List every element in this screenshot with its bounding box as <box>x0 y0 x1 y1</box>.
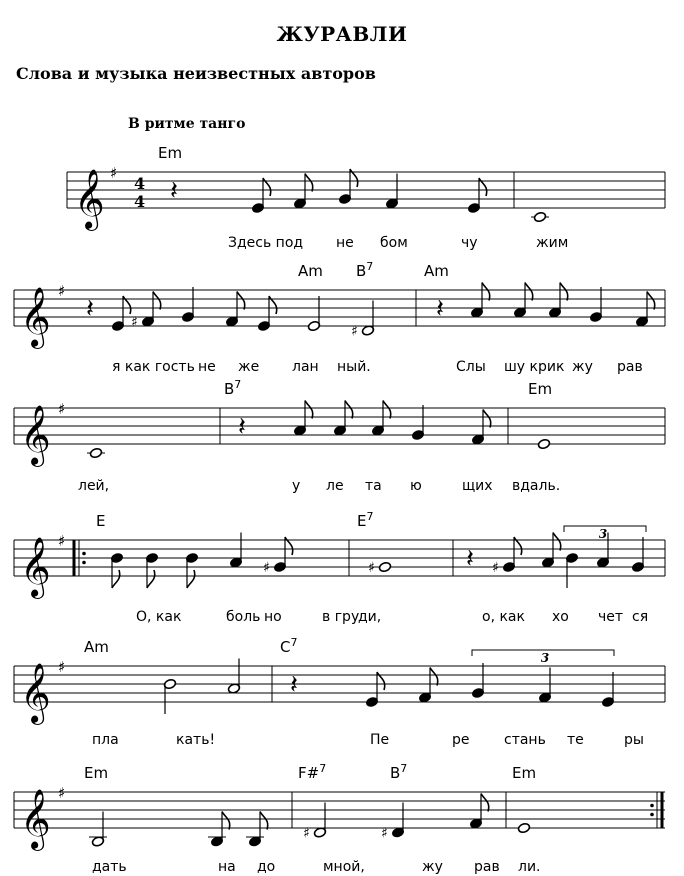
key-signature-sharp-icon: ♯ <box>58 532 66 550</box>
note-flag <box>481 794 489 812</box>
song-title: ЖУРАВЛИ <box>276 22 408 46</box>
lyric-syllable: лан <box>292 359 319 375</box>
lyric-syllable: чет <box>598 609 624 625</box>
sharp-accidental-icon: ♯ <box>263 560 270 576</box>
note-flag <box>260 812 268 830</box>
sharp-accidental-icon: ♯ <box>131 314 138 331</box>
lyric-syllable: кать! <box>176 732 216 748</box>
quarter-rest-icon: 𝄽 <box>436 294 444 324</box>
chord-symbol: $B^7$ <box>224 378 242 398</box>
lyric-syllable: жу <box>422 859 443 875</box>
note-flag <box>147 570 155 588</box>
chord-symbol: $E^7$ <box>357 510 374 530</box>
chord-symbol: Am <box>298 262 323 280</box>
chord-symbol: Am <box>424 262 449 280</box>
chord-symbol: $B^7$ <box>390 762 408 782</box>
note-flag <box>305 401 313 419</box>
staff-system <box>67 144 665 251</box>
whole-note <box>537 438 550 449</box>
note-flag <box>153 292 161 310</box>
lyric-syllable: но <box>264 609 282 625</box>
lyric-syllable: ся <box>632 609 649 625</box>
chord-symbol: F#$^7$ <box>298 762 327 782</box>
note-flag <box>237 292 245 310</box>
key-signature-sharp-icon: ♯ <box>58 784 66 802</box>
whole-note <box>378 561 391 572</box>
staff-system <box>14 378 665 494</box>
chord-symbol: $C^7$ <box>280 636 298 656</box>
treble-clef-icon: 𝄞 <box>20 789 51 849</box>
lyric-syllable: до <box>257 859 276 875</box>
lyric-syllable: дать <box>92 859 127 875</box>
staff-system <box>14 762 665 875</box>
triplet-number: 3 <box>598 527 608 541</box>
lyric-syllable: та <box>365 478 382 494</box>
lyric-syllable: ли. <box>518 859 541 875</box>
repeat-dot <box>82 552 86 556</box>
chord-symbol: Em <box>158 144 183 162</box>
chord-symbol: Em <box>512 764 537 782</box>
repeat-dot <box>650 804 654 808</box>
lyric-syllable: ры <box>624 732 644 748</box>
lyric-syllable: щих <box>462 478 493 494</box>
lyric-syllable: боль <box>226 609 261 625</box>
note-flag <box>383 401 391 419</box>
treble-clef-icon: 𝄞 <box>20 405 51 465</box>
lyric-syllable: не <box>336 235 354 251</box>
lyric-syllable: стань <box>504 732 546 748</box>
lyric-syllable: ный. <box>337 359 371 375</box>
whole-note <box>517 822 530 833</box>
note-flag <box>345 401 353 419</box>
staff-system <box>14 260 665 375</box>
sharp-accidental-icon: ♯ <box>368 560 375 576</box>
quarter-rest-icon: 𝄽 <box>86 294 94 324</box>
sharp-accidental-icon: ♯ <box>303 825 310 842</box>
whole-note <box>89 447 102 458</box>
quarter-rest-icon: 𝄽 <box>290 670 298 700</box>
lyric-syllable: у <box>292 478 301 494</box>
whole-note <box>533 211 546 222</box>
lyric-syllable: лей, <box>78 478 110 494</box>
note-flag <box>560 283 568 301</box>
lyric-syllable: в гру <box>322 609 360 625</box>
time-signature-top: 4 <box>134 174 146 193</box>
chord-symbol: Am <box>84 638 109 656</box>
lyric-syllable: ю <box>410 478 422 494</box>
lyric-syllable: не <box>198 359 216 375</box>
time-signature-bottom: 4 <box>134 192 146 211</box>
key-signature-sharp-icon: ♯ <box>58 282 66 300</box>
song-subtitle: Слова и музыка неизвестных авторов <box>16 64 376 83</box>
lyric-syllable: бом <box>380 235 408 251</box>
key-signature-sharp-icon: ♯ <box>110 164 118 182</box>
staff-system <box>14 636 665 748</box>
treble-clef-icon: 𝄞 <box>20 287 51 347</box>
quarter-rest-icon: 𝄽 <box>170 176 178 206</box>
note-flag <box>305 174 313 192</box>
treble-clef-icon: 𝄞 <box>20 663 51 723</box>
sharp-accidental-icon: ♯ <box>381 825 388 842</box>
lyric-syllable: Слы <box>456 359 486 375</box>
lyric-syllable: на <box>218 859 236 875</box>
lyric-syllable: я как гость <box>112 359 195 375</box>
lyric-syllable: пла <box>92 732 119 748</box>
lyric-syllable: о, как <box>482 609 525 625</box>
chord-symbol: Em <box>84 764 109 782</box>
note-flag <box>553 533 561 551</box>
staff-system <box>14 510 665 625</box>
triplet-number: 3 <box>540 651 550 665</box>
lyric-syllable: О, как <box>136 609 182 625</box>
lyric-syllable: Здесь под <box>228 235 304 251</box>
chord-symbol: E <box>96 512 106 530</box>
note-flag <box>430 668 438 686</box>
sharp-accidental-icon: ♯ <box>492 560 499 576</box>
lyric-syllable: Пе <box>370 732 390 748</box>
note-flag <box>187 570 195 588</box>
note-flag <box>647 292 655 310</box>
lyric-syllable: хо <box>552 609 569 625</box>
key-signature-sharp-icon: ♯ <box>58 400 66 418</box>
lyric-syllable: ди, <box>358 609 382 625</box>
note-flag <box>112 570 120 588</box>
lyric-syllable: же <box>238 359 260 375</box>
key-signature-sharp-icon: ♯ <box>58 658 66 676</box>
note-flag <box>482 283 490 301</box>
lyric-syllable: те <box>567 732 584 748</box>
lyric-syllable: ле <box>326 478 344 494</box>
sharp-accidental-icon: ♯ <box>351 323 358 340</box>
lyric-syllable: чу <box>461 235 478 251</box>
note-flag <box>483 410 491 428</box>
note-flag <box>525 283 533 301</box>
chord-symbol: $B^7$ <box>356 260 374 280</box>
lyric-syllable: рав <box>617 359 643 375</box>
repeat-dot <box>82 561 86 565</box>
lyric-syllable: рав <box>474 859 500 875</box>
lyric-syllable: жим <box>536 235 569 251</box>
quarter-rest-icon: 𝄽 <box>238 412 246 442</box>
quarter-rest-icon: 𝄽 <box>466 544 474 574</box>
lyric-syllable: жу <box>572 359 593 375</box>
lyric-syllable: шу крик <box>504 359 565 375</box>
lyric-syllable: ре <box>452 732 470 748</box>
treble-clef-icon: 𝄞 <box>74 169 105 229</box>
note-flag <box>222 812 230 830</box>
treble-clef-icon: 𝄞 <box>20 537 51 597</box>
repeat-dot <box>650 813 654 817</box>
chord-symbol: Em <box>528 380 553 398</box>
lyric-syllable: мной, <box>323 859 365 875</box>
lyric-syllable: вдаль. <box>512 478 561 494</box>
tempo-marking: В ритме танго <box>128 116 246 132</box>
